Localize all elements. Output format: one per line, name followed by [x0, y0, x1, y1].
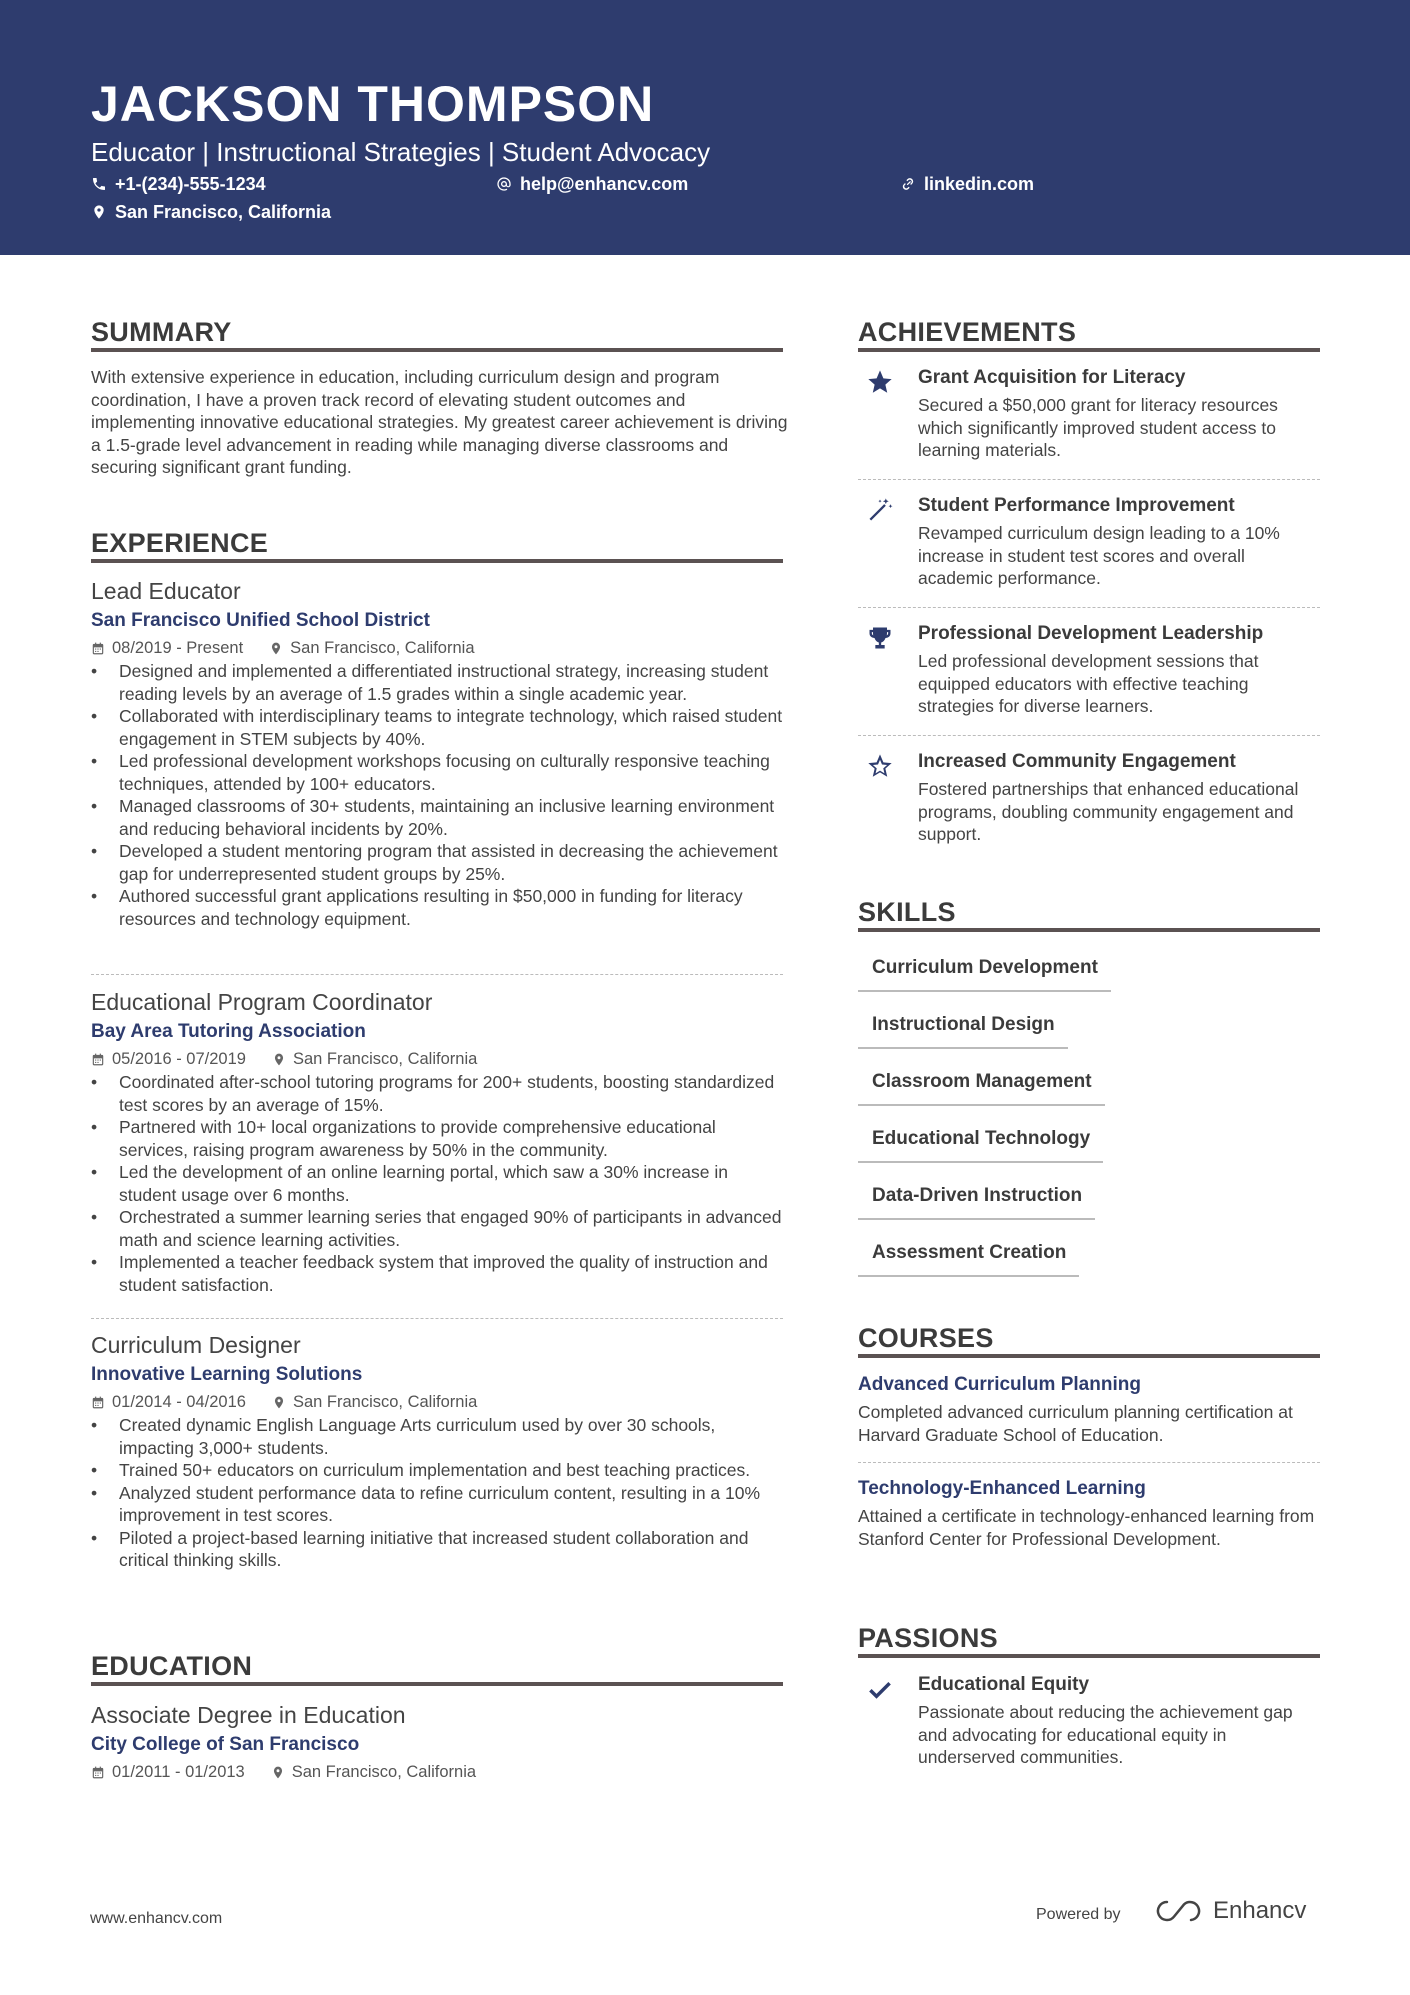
- job-title: Educational Program Coordinator: [91, 989, 433, 1015]
- education-meta: [91, 1761, 783, 1783]
- achievements-heading: ACHIEVEMENTS: [858, 317, 1077, 347]
- course-item: [858, 1477, 1320, 1550]
- achievement-title: Professional Development Leadership: [918, 623, 1264, 644]
- job-bullets: [91, 660, 783, 930]
- job-meta: [91, 637, 783, 659]
- contact-email[interactable]: [496, 173, 688, 195]
- education-divider: [91, 1682, 783, 1686]
- job-bullet: • Designed and implemented a differentiated instructional strategy, increasing student reading levels by an average of 1.5 grades within a single academic year.: [91, 660, 783, 705]
- job-location: San Francisco, California: [290, 639, 475, 657]
- location-pin-icon: [269, 641, 283, 656]
- achievement-desc: Secured a $50,000 grant for literacy resources which significantly improved student access to learning materials.: [918, 395, 1278, 460]
- achievement-item: [858, 750, 1320, 846]
- achievements-divider: [858, 348, 1320, 352]
- job-dates: 01/2014 - 04/2016: [112, 1393, 246, 1411]
- job-bullet: • Led the development of an online learning portal, which saw a 30% increase in student usage over 6 months.: [91, 1161, 783, 1206]
- job-title: Lead Educator: [91, 578, 241, 604]
- experience-heading: EXPERIENCE: [91, 528, 269, 558]
- passions-divider: [858, 1654, 1320, 1658]
- achievement-desc: Fostered partnerships that enhanced educational programs, doubling community engagement and support.: [918, 779, 1299, 844]
- calendar-icon: [91, 1052, 105, 1067]
- achievement-title: Increased Community Engagement: [918, 751, 1236, 772]
- achievement-title: Grant Acquisition for Literacy: [918, 367, 1186, 388]
- course-desc: Attained a certificate in technology-enhanced learning from Stanford Center for Professional Development.: [858, 1506, 1315, 1549]
- calendar-icon: [91, 641, 105, 656]
- job-meta: [91, 1391, 783, 1413]
- job-bullet: • Authored successful grant applications resulting in $50,000 in funding for literacy resources and technology equipment.: [91, 885, 783, 930]
- passions-heading: PASSIONS: [858, 1623, 998, 1653]
- job-bullet: • Developed a student mentoring program that assisted in decreasing the achievement gap for underrepresented student groups by 25%.: [91, 840, 783, 885]
- job-bullets: [91, 1414, 783, 1572]
- company-name[interactable]: Bay Area Tutoring Association: [91, 1021, 366, 1042]
- star-icon: [866, 368, 894, 396]
- skills-divider: [858, 928, 1320, 932]
- achievement-separator: [858, 479, 1320, 480]
- achievement-item: [858, 622, 1320, 718]
- course-item: [858, 1373, 1320, 1446]
- job-dates: 08/2019 - Present: [112, 639, 244, 657]
- job-location: San Francisco, California: [292, 1393, 478, 1411]
- magic-wand-icon: [866, 496, 894, 524]
- calendar-icon: [91, 1395, 105, 1410]
- location-pin-icon: [91, 204, 107, 220]
- achievement-desc: Led professional development sessions that equipped educators with effective teaching strategies for diverse learners.: [918, 651, 1259, 716]
- contact-location-text: San Francisco, California: [115, 202, 332, 222]
- job-dates: 05/2016 - 07/2019: [112, 1050, 246, 1068]
- passion-title: Educational Equity: [918, 1674, 1090, 1695]
- candidate-name: JACKSON THOMPSON: [91, 76, 655, 132]
- education-heading: EDUCATION: [91, 1651, 253, 1681]
- courses-divider: [858, 1354, 1320, 1358]
- enhancv-logo-icon: [1155, 1898, 1203, 1924]
- course-separator: [858, 1462, 1320, 1463]
- contact-location: [91, 201, 331, 223]
- passion-item: [858, 1673, 1320, 1769]
- job-bullet: • Piloted a project-based learning initiative that increased student collaboration and critical thinking skills.: [91, 1527, 783, 1572]
- job-location: San Francisco, California: [292, 1050, 478, 1068]
- job-bullet: • Managed classrooms of 30+ students, maintaining an inclusive learning environment and reducing behavioral incidents by 20%.: [91, 795, 783, 840]
- calendar-icon: [91, 1765, 105, 1780]
- enhancv-logo[interactable]: [1155, 1897, 1306, 1925]
- job-title: Curriculum Designer: [91, 1332, 301, 1358]
- footer-powered-by: Powered by: [1036, 1906, 1121, 1923]
- contact-linkedin-text: linkedin.com: [924, 174, 1035, 194]
- candidate-tagline: Educator | Instructional Strategies | Student Advocacy: [91, 137, 711, 167]
- achievement-separator: [858, 607, 1320, 608]
- contact-email-text: help@enhancv.com: [520, 174, 689, 194]
- skill-tag: Assessment Creation: [858, 1241, 1079, 1277]
- course-title[interactable]: Advanced Curriculum Planning: [858, 1374, 1141, 1395]
- achievement-desc: Revamped curriculum design leading to a 10% increase in student test scores and overall academic performance.: [918, 523, 1280, 588]
- education-location: San Francisco, California: [291, 1763, 477, 1781]
- contact-phone[interactable]: [91, 173, 266, 195]
- course-title[interactable]: Technology-Enhanced Learning: [858, 1478, 1146, 1499]
- summary-divider: [91, 348, 783, 352]
- job-bullet: • Orchestrated a summer learning series that engaged 90% of participants in advanced math and science learning activities.: [91, 1206, 783, 1251]
- education-item: [91, 1701, 783, 1783]
- job-bullet: • Collaborated with interdisciplinary teams to integrate technology, which raised student engagement in STEM subjects by 40%.: [91, 705, 783, 750]
- checkmark-icon: [866, 1675, 894, 1703]
- phone-icon: [91, 176, 107, 192]
- contact-linkedin[interactable]: [900, 173, 1034, 195]
- school-name[interactable]: City College of San Francisco: [91, 1734, 360, 1755]
- contact-phone-text: +1-(234)-555-1234: [115, 174, 266, 194]
- achievement-item: [858, 494, 1320, 590]
- job-bullet: • Led professional development workshops focusing on culturally responsive teaching techniques, attended by 100+ educators.: [91, 750, 783, 795]
- trophy-icon: [866, 624, 894, 652]
- education-dates: 01/2011 - 01/2013: [112, 1763, 245, 1781]
- job-bullet: • Implemented a teacher feedback system that improved the quality of instruction and student satisfaction.: [91, 1251, 783, 1296]
- skill-tag: Instructional Design: [858, 1013, 1068, 1049]
- skill-tag: Data-Driven Instruction: [858, 1184, 1095, 1220]
- company-name[interactable]: San Francisco Unified School District: [91, 610, 430, 631]
- link-icon: [900, 176, 916, 192]
- location-pin-icon: [271, 1765, 285, 1780]
- job-separator: [91, 1318, 783, 1319]
- skill-tag: Curriculum Development: [858, 956, 1111, 992]
- summary-text: With extensive experience in education, including curriculum design and program coordination, I have a proven track record of elevating student outcomes and implementing innovative educational strategies. My greatest career achievement is driving a 1.5-grade level advancement in reading while managing diverse classrooms and securing significant grant funding.: [91, 367, 788, 477]
- skill-tag: Classroom Management: [858, 1070, 1105, 1106]
- location-pin-icon: [272, 1052, 286, 1067]
- job-bullet: • Partnered with 10+ local organizations to provide comprehensive educational services, raising program awareness by 50% in the community.: [91, 1116, 783, 1161]
- experience-item: [91, 577, 783, 930]
- passion-desc: Passionate about reducing the achievement gap and advocating for educational equity in underserved communities.: [918, 1702, 1293, 1767]
- job-separator: [91, 974, 783, 975]
- job-bullets: [91, 1071, 783, 1296]
- experience-item: [91, 1331, 783, 1572]
- job-meta: [91, 1048, 783, 1070]
- courses-heading: COURSES: [858, 1323, 994, 1353]
- location-pin-icon: [272, 1395, 286, 1410]
- at-icon: [496, 176, 512, 192]
- summary-heading: SUMMARY: [91, 317, 232, 347]
- star-outline-icon: [866, 752, 894, 780]
- footer-website[interactable]: www.enhancv.com: [90, 1910, 223, 1927]
- job-bullet: • Coordinated after-school tutoring programs for 200+ students, boosting standardized test scores by an average of 15%.: [91, 1071, 783, 1116]
- job-bullet: • Analyzed student performance data to refine curriculum content, resulting in a 10% improvement in test scores.: [91, 1482, 783, 1527]
- job-bullet: • Created dynamic English Language Arts curriculum used by over 30 schools, impacting 3,000+ students.: [91, 1414, 783, 1459]
- achievement-separator: [858, 735, 1320, 736]
- experience-divider: [91, 559, 783, 563]
- skills-heading: SKILLS: [858, 897, 956, 927]
- enhancv-logo-text: Enhancv: [1213, 1897, 1307, 1924]
- degree-title: Associate Degree in Education: [91, 1702, 406, 1728]
- skill-tag: Educational Technology: [858, 1127, 1103, 1163]
- achievement-item: [858, 366, 1320, 462]
- company-name[interactable]: Innovative Learning Solutions: [91, 1364, 363, 1385]
- job-bullet: • Trained 50+ educators on curriculum implementation and best teaching practices.: [91, 1459, 783, 1482]
- experience-item: [91, 988, 783, 1296]
- course-desc: Completed advanced curriculum planning certification at Harvard Graduate School of Education.: [858, 1402, 1293, 1445]
- achievement-title: Student Performance Improvement: [918, 495, 1235, 516]
- resume-header: [0, 0, 1410, 255]
